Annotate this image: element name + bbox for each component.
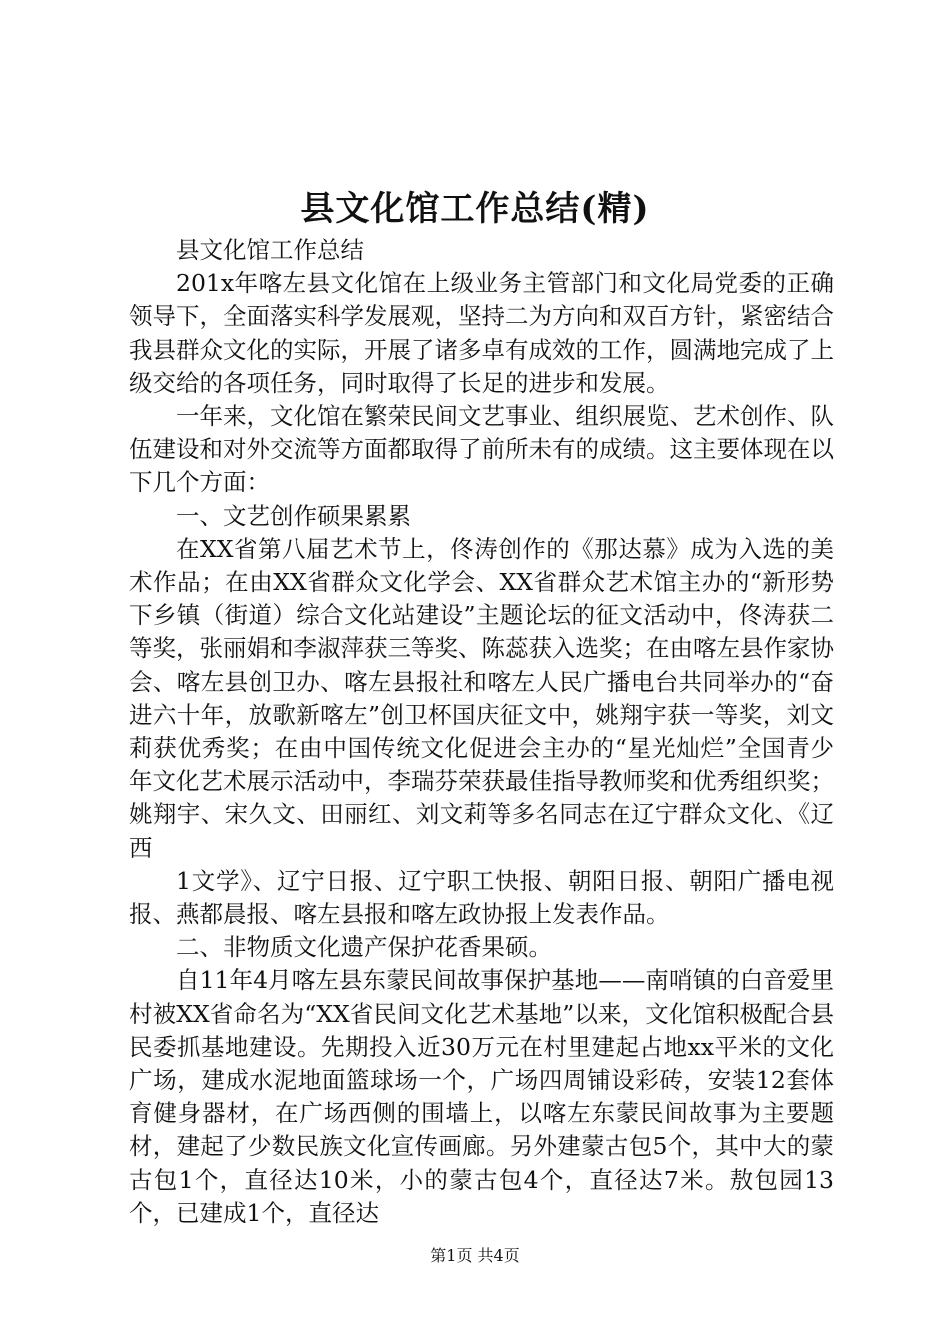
- page-footer: 第1页 共4页: [430, 1246, 520, 1265]
- paragraph-intro: 201x年喀左县文化馆在上级业务主管部门和文化局党委的正确领导下，全面落实科学发展观，坚持二为方向和双百方针，紧密结合我县群众文化的实际，开展了诸多卓有成效的工作，圆满地完成了上级交给的各项任务，同时取得了长足的进步和发展。: [129, 269, 834, 397]
- paragraph-heritage: 自11年4月喀左县东蒙民间故事保护基地——南哨镇的白音爱里村被XX省命名为“XX省民间文化艺术基地”以来，文化馆积极配合县民委抓基地建设。先期投入近30万元在村里建起占地xx平米的文化广场，建成水泥地面篮球场一个，广场四周铺设彩砖，安装12套体育健身器材，在广场西侧的围墙上，以喀左东蒙民间故事为主要题材，建起了少数民族文化宣传画廊。另外建蒙古包5个，其中大的蒙古包1个，直径达10米，小的蒙古包4个，直径达7米。敖包园13个，已建成1个，直径达: [129, 966, 834, 1227]
- document-title: 县文化馆工作总结(精): [300, 189, 650, 229]
- paragraph-achievements: 一年来，文化馆在繁荣民间文艺事业、组织展览、艺术创作、队伍建设和对外交流等方面都取得了前所未有的成绩。这主要体现在以下几个方面：: [129, 402, 834, 497]
- paragraph-publications: 1文学》、辽宁日报、辽宁职工快报、朝阳日报、朝阳广播电视报、燕都晨报、喀左县报和喀左政协报上发表作品。: [129, 866, 834, 929]
- document-body: [129, 234, 834, 1230]
- paragraph-subtitle: 县文化馆工作总结: [176, 236, 364, 264]
- section-heading-2: 二、非物质文化遗产保护花香果硕。: [176, 933, 552, 962]
- paragraph-creation: 在XX省第八届艺术节上，佟涛创作的《那达慕》成为入选的美术作品；在由XX省群众文化学会、XX省群众艺术馆主办的“新形势下乡镇（街道）综合文化站建设”主题论坛的征文活动中，佟涛获二等奖，张丽娟和李淑萍获三等奖、陈蕊获入选奖；在由喀左县作家协会、喀左县创卫办、喀左县报社和喀左人民广播电台共同举办的“奋进六十年，放歌新喀左”创卫杯国庆征文中，姚翔宇获一等奖，刘文莉获优秀奖；在由中国传统文化促进会主办的“星光灿烂”全国青少年文化艺术展示活动中，李瑞芬荣获最佳指导教师奖和优秀组织奖；姚翔宇、宋久文、田丽红、刘文莉等多名同志在辽宁群众文化、《辽西: [129, 534, 834, 862]
- section-heading-1: 一、文艺创作硕果累累: [176, 501, 411, 530]
